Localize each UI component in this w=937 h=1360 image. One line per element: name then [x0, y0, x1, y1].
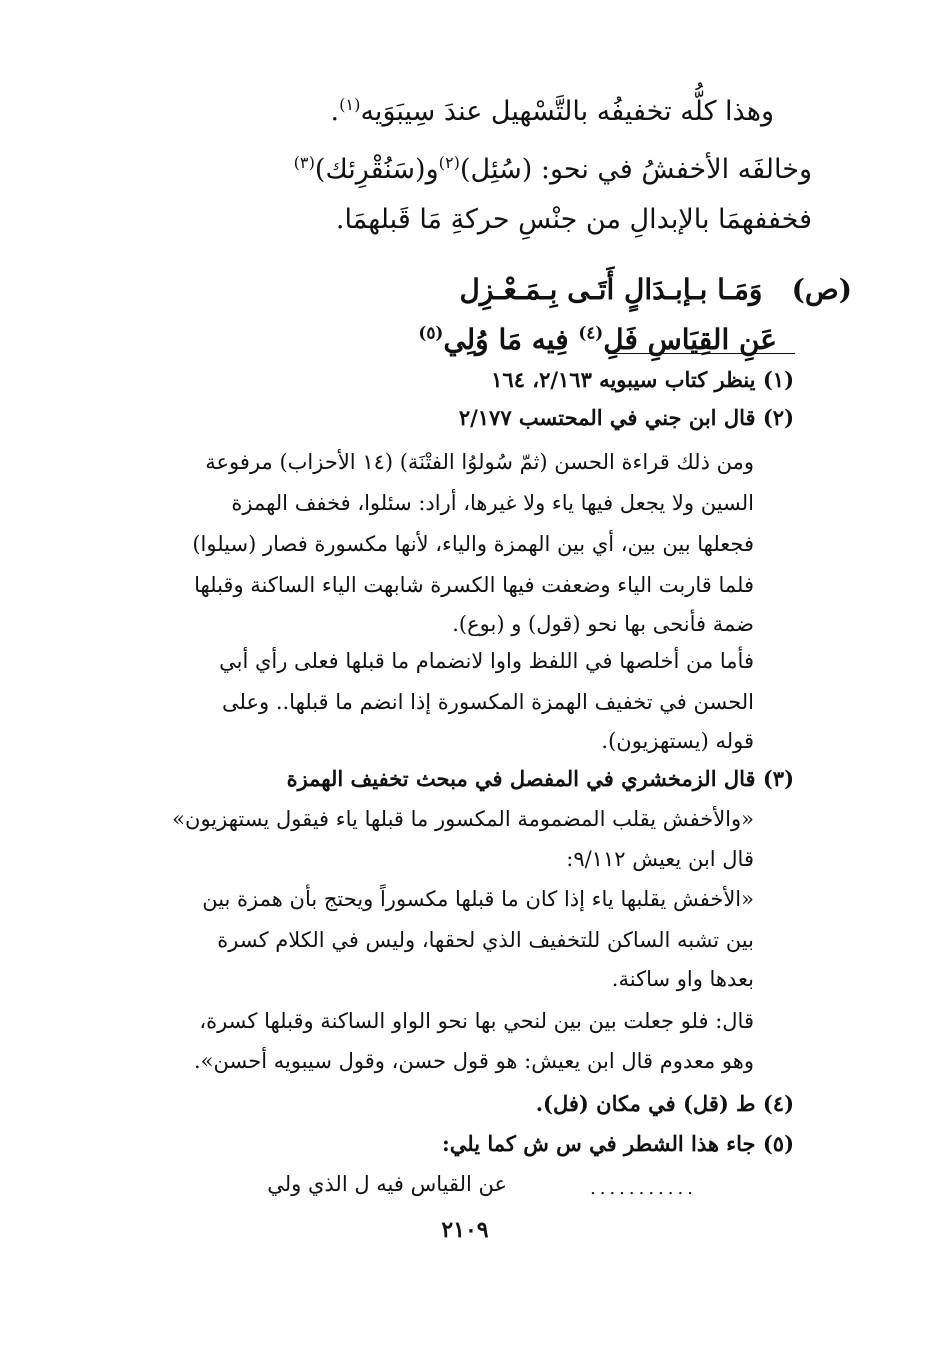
footnote-ref-5: (٥)	[418, 322, 444, 343]
footnote-ref-4: (٤)	[578, 322, 604, 343]
page-number: ٢١٠٩	[441, 1217, 489, 1243]
footnote-3-line-4: بين تشبه الساكن للتخفيف الذي لحقها، وليس في الكلام كسرة	[217, 928, 754, 952]
footnote-2-line-8: قوله (يستهزيون).	[601, 729, 754, 753]
verse-line-2	[418, 318, 777, 362]
footnote-4: (٤) ط (قل) في مكان (فل).	[535, 1091, 794, 1116]
footnote-2-line-5: ضمة فأنحى بها نحو (قول) و (بوع).	[452, 612, 754, 636]
footnote-5-verse: عن القياس فيه ل الذي ولي	[267, 1172, 507, 1196]
main-line-1: وهذا كلُّه تخفيفُه بالتَّسْهيل عندَ سِيبَوَيه$^{(١)}$.	[330, 95, 774, 127]
verse-hemistich-2-b: فِيه مَا وُلِي	[443, 323, 569, 356]
main-line-3	[336, 200, 812, 240]
verse-hemistich-2: عَنِ القِيَاسِ فَلِ	[603, 323, 777, 356]
footnote-2-line-2: السين ولا يجعل فيها ياء ولا غيرها، أراد: سئلوا، فخفف الهمزة	[231, 491, 754, 515]
main-line-2-text-b: و(سَنُقْرِئك)	[314, 154, 439, 185]
footnote-3-line-3: «الأخفش يقلبها ياء إذا كان ما قبلها مكسوراً ويحتج بأن همزة بين	[202, 887, 754, 911]
footnote-1: (١) ينظر كتاب سيبويه ٢/١٦٣، ١٦٤	[491, 367, 794, 392]
footnote-5: (٥) جاء هذا الشطر في س ش كما يلي:	[441, 1131, 794, 1156]
footnote-3-line-6: قال: فلو جعلت بين بين لنحي بها نحو الواو الساكنة وقبلها كسرة،	[199, 1009, 754, 1033]
footnote-ref-3: (٣)	[293, 153, 315, 172]
footnote-2-line-6: فأما من أخلصها في اللفظ واوا لانضمام ما قبلها فعلى رأي أبي	[219, 649, 754, 673]
footnote-3-line-5: بعدها واو ساكنة.	[611, 967, 754, 991]
footnote-2-line-3: فجعلها بين بين، أي بين الهمزة والياء، لأنها مكسورة فصار (سيلوا)	[192, 532, 754, 556]
footnote-3-line-2: قال ابن يعيش ٩/١١٢:	[566, 847, 754, 871]
verse-line-1	[460, 268, 852, 312]
main-line-1-text: وهذا كلُّه تخفيفُه بالتَّسْهيل عندَ سِيبَوَيه	[360, 96, 774, 127]
footnote-2-head: (٢) قال ابن جني في المحتسب ٢/١٧٧	[458, 405, 794, 430]
verse-hemistich-1: وَمَـا بـإبـدَالٍ أَتَـى بِـمَـعْـزِل	[459, 273, 763, 306]
footnote-2-line-7: الحسن في تخفيف الهمزة المكسورة إذا انضم ما قبلها.. وعلى	[222, 690, 754, 714]
footnote-3-line-1: «والأخفش يقلب المضمومة المكسور ما قبلها ياء فيقول يستهزيون»	[172, 807, 754, 831]
footnote-2-line-1: ومن ذلك قراءة الحسن (ثمّ سُولوُا الفتْنَة) (١٤ الأحزاب) مرفوعة	[205, 450, 754, 474]
footnote-ref-2: (٢)	[438, 153, 460, 172]
verse-marker: (ص)	[791, 273, 852, 306]
footnote-ref-1: (١)	[339, 95, 361, 114]
footnote-separator	[608, 353, 795, 354]
main-line-3-text: فخففهمَا بالإبدالِ من جنْسِ حركةِ مَا قَبلهمَا.	[335, 204, 812, 235]
footnote-2-line-4: فلما قاربت الياء وضعفت فيها الكسرة شابهت الياء الساكنة وقبلها	[194, 573, 754, 597]
footnote-3-head: (٣) قال الزمخشري في المفصل في مبحث تخفيف الهمزة	[286, 766, 794, 791]
footnote-5-ellipsis: ...........	[590, 1178, 697, 1199]
main-line-2-text: وخالفَه الأخفشُ في نحو: (سُئِل)	[459, 154, 812, 185]
main-line-2	[294, 150, 812, 190]
footnote-3-line-7: وهو معدوم قال ابن يعيش: هو قول حسن، وقول سيبويه أحسن».	[194, 1049, 754, 1073]
